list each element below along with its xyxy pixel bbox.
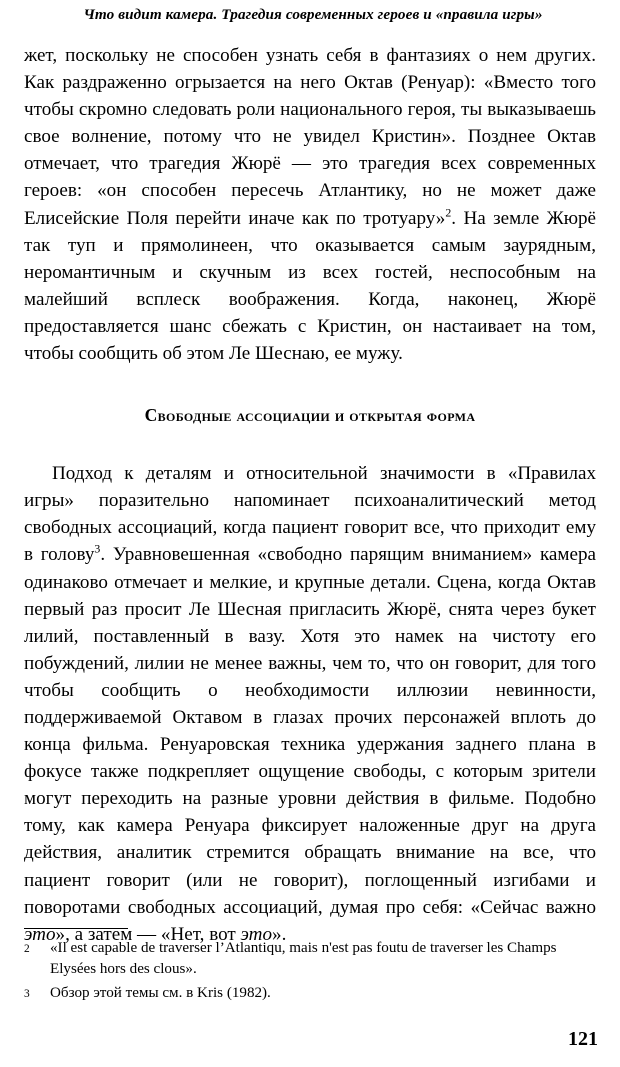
section-heading: Свободные ассоциации и открытая форма	[144, 405, 476, 426]
footnotes-section	[24, 928, 596, 1007]
spacer-after-heading	[24, 426, 596, 460]
footnote-number: 3	[24, 987, 30, 1000]
paragraph-one-text-a: жет, поскольку не способен узнать себя в фантазиях о нем других. Как раздраженно огрызается на него Октав (Ренуар): «Вместо того чтобы скромно следовать роли национального героя, ты выказываешь свое волнение, потому что не увидел Кристин». Позднее Октав отмечает, что трагедия Жюрё — это трагедия всех современных героев: «он способен пересечь Атлантику, но не может даже Елисейские Поля перейти иначе как по тротуару»	[24, 45, 596, 229]
footnote-item	[24, 938, 596, 981]
footnote-text: «Il est capable de traverser l’Atlantiqu, mais n'est pas foutu de traverser les Champs Elysées hors des clous».	[50, 940, 557, 978]
paragraph-one-text-b: . На земле Жюрё так туп и прямолинеен, что оказывается самым заурядным, неромантичным и скучным из всех гостей, неспособным на малейший всплеск воображения. Когда, наконец, Жюрё предоставляется шанс сбежать с Кристин, он настаивает на том, чтобы сообщить об этом Ле Шеснаю, ее мужу.	[24, 207, 596, 365]
page-number: 121	[568, 1028, 598, 1050]
spacer-before-heading	[24, 367, 596, 405]
paragraph-two-text-a: Подход к деталям и относительной значимости в «Правилах игры» поразительно напоминает психоаналитический метод свободных ассоциаций, когда пациент говорит все, что приходит ему в голову	[24, 463, 596, 566]
paragraph-two-emphasis-two: это	[240, 923, 273, 945]
paragraph-two-text-d: ».	[272, 923, 287, 945]
footnote-separator-rule	[24, 928, 128, 929]
paragraph-two-text-c: », а затем — «Нет, вот	[55, 923, 241, 945]
footnote-item	[24, 983, 596, 1005]
paragraph-two-emphasis-one: это	[24, 923, 56, 945]
paragraph-two-text-b: . Уравновешенная «свободно парящим вниманием» камера одинаково отмечает и мелкие, и крупные детали. Сцена, когда Октав первый раз просит Ле Шесная пригласить Жюрё, снята через букет лилий, поставленный в вазу. Хотя это намек на чистоту его побуждений, лилии не менее важны, чем то, что он говорит, для того чтобы сообщить о необходимости иллюзии невинности, поддерживаемой Октавом в глазах прочих персонажей вплоть до конца фильма. Ренуаровская техника удержания заднего плана в фокусе также подкрепляет ощущение свободы, с которым зрители могут переходить на разные уровни действия в фильме. Подобно тому, как камера Ренуара фиксирует наложенные друг на друга действия, аналитик стремится обращать внимание на все, что пациент говорит (или не говорит), поглощенный изгибами и поворотами свободных ассоциаций, думая про себя: «Сейчас важно	[24, 544, 596, 918]
footnote-text: Обзор этой темы см. в Kris (1982).	[50, 984, 271, 1001]
body-column	[24, 42, 596, 948]
footnote-marker-3[interactable]: 3	[94, 542, 101, 557]
running-head: Что видит камера. Трагедия современных героев и «правила игры»	[83, 6, 543, 23]
paragraph-one	[24, 42, 596, 367]
footnote-number: 2	[24, 943, 30, 955]
paragraph-two	[24, 460, 596, 948]
footnote-marker-2[interactable]: 2	[445, 205, 452, 220]
